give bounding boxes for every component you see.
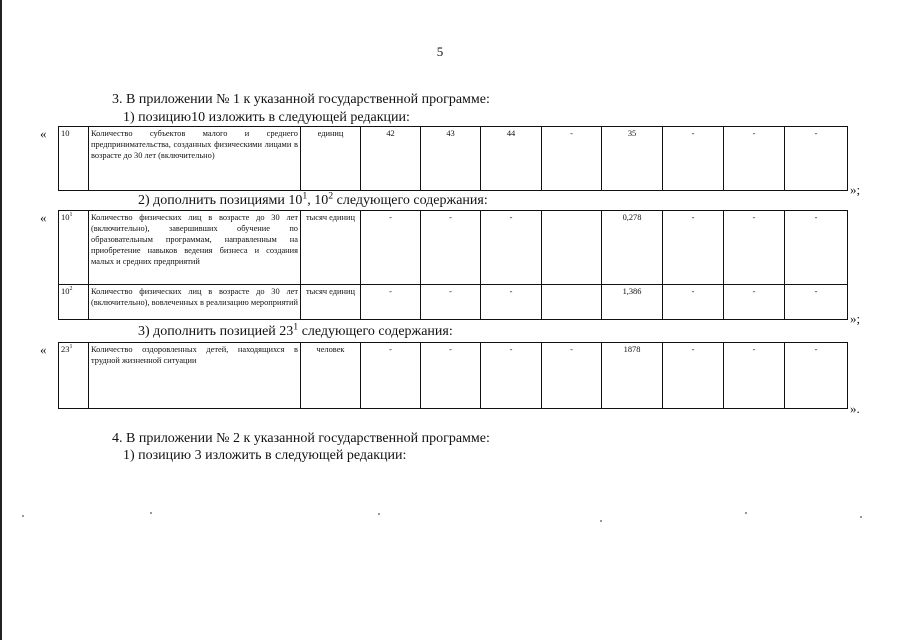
- item-3-text-a: 3) дополнить позицией 23: [138, 324, 294, 339]
- indicator-value-6: -: [663, 127, 724, 191]
- indicator-value-5: 0,278: [602, 211, 663, 285]
- item-3-sup: 1: [293, 321, 299, 333]
- position-number-cell: [59, 285, 89, 320]
- unit-of-measure: человек: [301, 343, 361, 409]
- table-row: [59, 127, 848, 191]
- close-quote-1: »;: [850, 182, 861, 197]
- indicator-description: Количество физических лиц в возрасте до 30 лет (включительно), завершивших обучение по образовательным программам, направленным на приобретение навыков ведения бизнеса и создания малых и средних предприятий: [89, 211, 301, 285]
- indicator-value-7: -: [724, 343, 785, 409]
- table-row: [59, 285, 848, 320]
- indicator-value-1: -: [361, 343, 421, 409]
- scan-speck: [150, 512, 152, 514]
- item-2-sup-1: 1: [302, 190, 308, 202]
- indicator-value-3: -: [481, 343, 542, 409]
- indicator-value-7: -: [724, 285, 785, 320]
- close-quote-2: »;: [850, 311, 861, 326]
- indicator-value-3: -: [481, 211, 542, 285]
- indicator-value-8: -: [785, 343, 848, 409]
- indicator-description: Количество оздоровленных детей, находящихся в трудной жизненной ситуации: [89, 343, 301, 409]
- item-3-text-b: следующего содержания:: [298, 324, 453, 339]
- indicator-value-7: -: [724, 127, 785, 191]
- indicator-value-5: 1878: [602, 343, 663, 409]
- indicator-value-6: -: [663, 343, 724, 409]
- item-2-sup-2: 2: [328, 190, 334, 202]
- indicator-description: Количество физических лиц в возрасте до 30 лет (включительно), вовлеченных в реализацию мероприятий: [89, 285, 301, 320]
- indicator-value-2: 43: [421, 127, 481, 191]
- position-number-cell: [59, 211, 89, 285]
- item-2-text-a: 2) дополнить позициями 10: [138, 193, 303, 208]
- position-number: 23: [61, 344, 70, 354]
- scan-speck: [745, 512, 747, 514]
- indicator-value-8: -: [785, 285, 848, 320]
- indicator-value-2: -: [421, 285, 481, 320]
- item-2-text-b: , 10: [307, 193, 329, 208]
- scan-speck: [378, 513, 380, 515]
- table-position-10: [58, 126, 848, 191]
- indicator-value-1: -: [361, 211, 421, 285]
- scan-left-edge: [0, 0, 2, 640]
- indicator-value-5: 1,386: [602, 285, 663, 320]
- indicator-value-3: -: [481, 285, 542, 320]
- unit-of-measure: единиц: [301, 127, 361, 191]
- section-4-item-1: 1) позицию 3 изложить в следующей редакции:: [123, 448, 407, 463]
- section-3-item-1: 1) позицию10 изложить в следующей редакции:: [123, 110, 410, 125]
- position-number-sup: 1: [69, 212, 73, 219]
- table-row: [59, 343, 848, 409]
- position-number: 10: [61, 212, 70, 222]
- scan-speck: [600, 520, 602, 522]
- unit-of-measure: тысяч единиц: [301, 285, 361, 320]
- section-3-title: 3. В приложении № 1 к указанной государственной программе:: [112, 92, 490, 107]
- indicator-value-4: [542, 211, 602, 285]
- position-number: 10: [61, 128, 70, 138]
- section-3-item-3: [138, 321, 453, 340]
- table-positions-10-1-10-2: [58, 210, 848, 320]
- position-number-sup: 1: [69, 344, 73, 351]
- scan-speck: [860, 516, 862, 518]
- open-quote-1: «: [40, 126, 47, 141]
- indicator-description: Количество субъектов малого и среднего предпринимательства, созданных физическими лицами в возрасте до 30 лет (включительно): [89, 127, 301, 191]
- indicator-value-4: [542, 285, 602, 320]
- position-number-cell: [59, 343, 89, 409]
- indicator-value-4: -: [542, 343, 602, 409]
- position-number: 10: [61, 286, 70, 296]
- table-row: [59, 211, 848, 285]
- indicator-value-4: -: [542, 127, 602, 191]
- indicator-value-6: -: [663, 211, 724, 285]
- indicator-value-3: 44: [481, 127, 542, 191]
- section-3-item-2: [138, 190, 488, 209]
- open-quote-2: «: [40, 210, 47, 225]
- position-number-sup: 2: [69, 286, 73, 293]
- indicator-value-2: -: [421, 211, 481, 285]
- page-number: 5: [436, 44, 444, 59]
- close-quote-3: ».: [850, 401, 860, 416]
- indicator-value-1: 42: [361, 127, 421, 191]
- indicator-value-8: -: [785, 127, 848, 191]
- indicator-value-8: -: [785, 211, 848, 285]
- section-4-title: 4. В приложении № 2 к указанной государственной программе:: [112, 431, 490, 446]
- unit-of-measure: тысяч единиц: [301, 211, 361, 285]
- indicator-value-2: -: [421, 343, 481, 409]
- indicator-value-7: -: [724, 211, 785, 285]
- indicator-value-6: -: [663, 285, 724, 320]
- table-position-23-1: [58, 342, 848, 409]
- open-quote-3: «: [40, 342, 47, 357]
- indicator-value-5: 35: [602, 127, 663, 191]
- indicator-value-1: -: [361, 285, 421, 320]
- item-2-text-c: следующего содержания:: [333, 193, 488, 208]
- position-number-cell: [59, 127, 89, 191]
- scan-speck: [22, 515, 24, 517]
